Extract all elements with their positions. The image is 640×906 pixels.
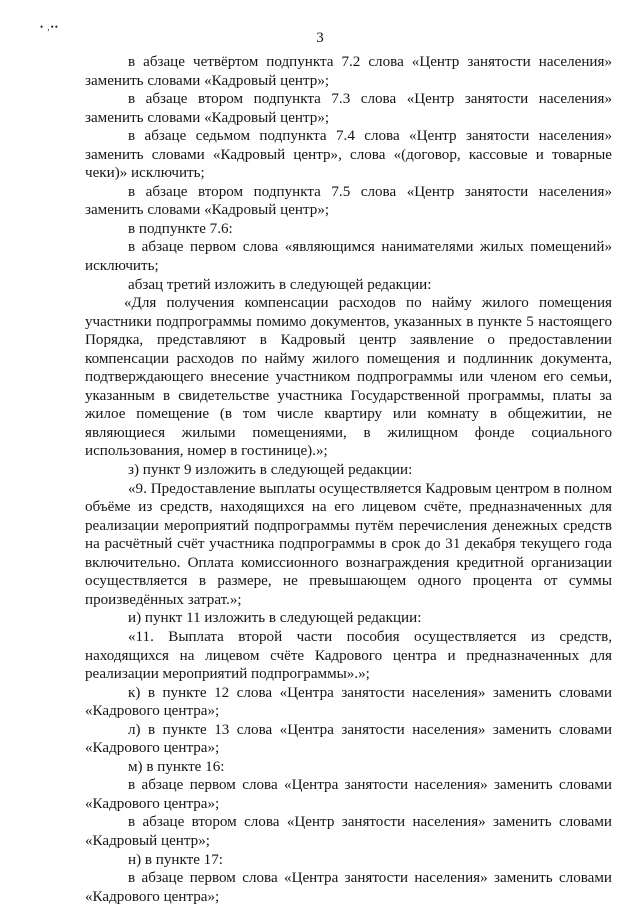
page-number: 3 — [316, 30, 324, 46]
paragraph: в абзаце первом слова «Центра занятости населения» заменить словами «Кадрового центра»; — [85, 870, 612, 905]
quoted-paragraph: «11. Выплата второй части пособия осуществляется из средств, находящихся на лицевом счёте Кадрового центра и предназначенных для реализации мероприятий подпрограммы».»; — [85, 628, 612, 683]
paragraph: в абзаце втором слова «Центр занятости населения» заменить словами «Кадровый центр»; — [85, 814, 612, 849]
paragraph: м) в пункте 16: — [128, 758, 225, 775]
paragraph: в подпункте 7.6: — [128, 220, 233, 237]
paragraph: з) пункт 9 изложить в следующей редакции: — [128, 462, 413, 479]
paragraph: в абзаце седьмом подпункта 7.4 слова «Центр занятости населения» заменить словами «Кадровый центр», слова «(договор, кассовые и товарные чеки)» исключить; — [85, 128, 612, 182]
paragraph: л) в пункте 13 слова «Центра занятости населения» заменить словами «Кадрового центра»; — [85, 721, 612, 757]
paragraph: к) в пункте 12 слова «Центра занятости населения» заменить словами «Кадрового центра»; — [85, 684, 612, 720]
corner-mark: • ,•• — [40, 22, 59, 32]
paragraph: абзац третий изложить в следующей редакции: — [128, 276, 432, 293]
paragraph: в абзаце четвёртом подпункта 7.2 слова «Центр занятости населения» заменить словами «Кадровый центр»; — [85, 54, 612, 89]
paragraph: в абзаце втором подпункта 7.5 слова «Центр занятости населения» заменить словами «Кадровый центр»; — [85, 183, 612, 219]
quoted-paragraph: «Для получения компенсации расходов по найму жилого помещения участники подпрограммы помимо документов, указанных в пункте 5 настоящего Порядка, представляют в Кадровый центр заявление о предоставлении компенсации расходов по найму жилого помещения и подлинник документа, подтверждающего внесение участником подпрограммы или членом его семьи, указанным в свидетельстве участника Государственной программы, платы за жилое помещение (в том числе квартиру или комнату в общежитии, не являющиеся жилыми помещениями, в жилищном фонде социального использования, номер в гостинице).»; — [85, 295, 612, 460]
quoted-paragraph: «9. Предоставление выплаты осуществляется Кадровым центром в полном объёме из средств, находящихся на его лицевом счёте, предназначенных для реализации мероприятий подпрограммы путём перечисления денежных средств на расчётный счёт участника подпрограммы в срок до 31 декабря текущего года включительно. Оплата комиссионного вознаграждения кредитной организации осуществляется в размере, не превышающем одного процента от суммы произведённых затрат.»; — [85, 480, 612, 608]
document-body — [85, 53, 612, 906]
paragraph: и) пункт 11 изложить в следующей редакции: — [128, 610, 422, 627]
paragraph: в абзаце первом слова «Центра занятости населения» заменить словами «Кадрового центра»; — [85, 777, 612, 812]
paragraph: н) в пункте 17: — [128, 851, 223, 868]
paragraph: в абзаце втором подпункта 7.3 слова «Центр занятости населения» заменить словами «Кадровый центр»; — [85, 91, 612, 126]
paragraph: в абзаце первом слова «являющимся нанимателями жилых помещений» исключить; — [85, 239, 612, 275]
